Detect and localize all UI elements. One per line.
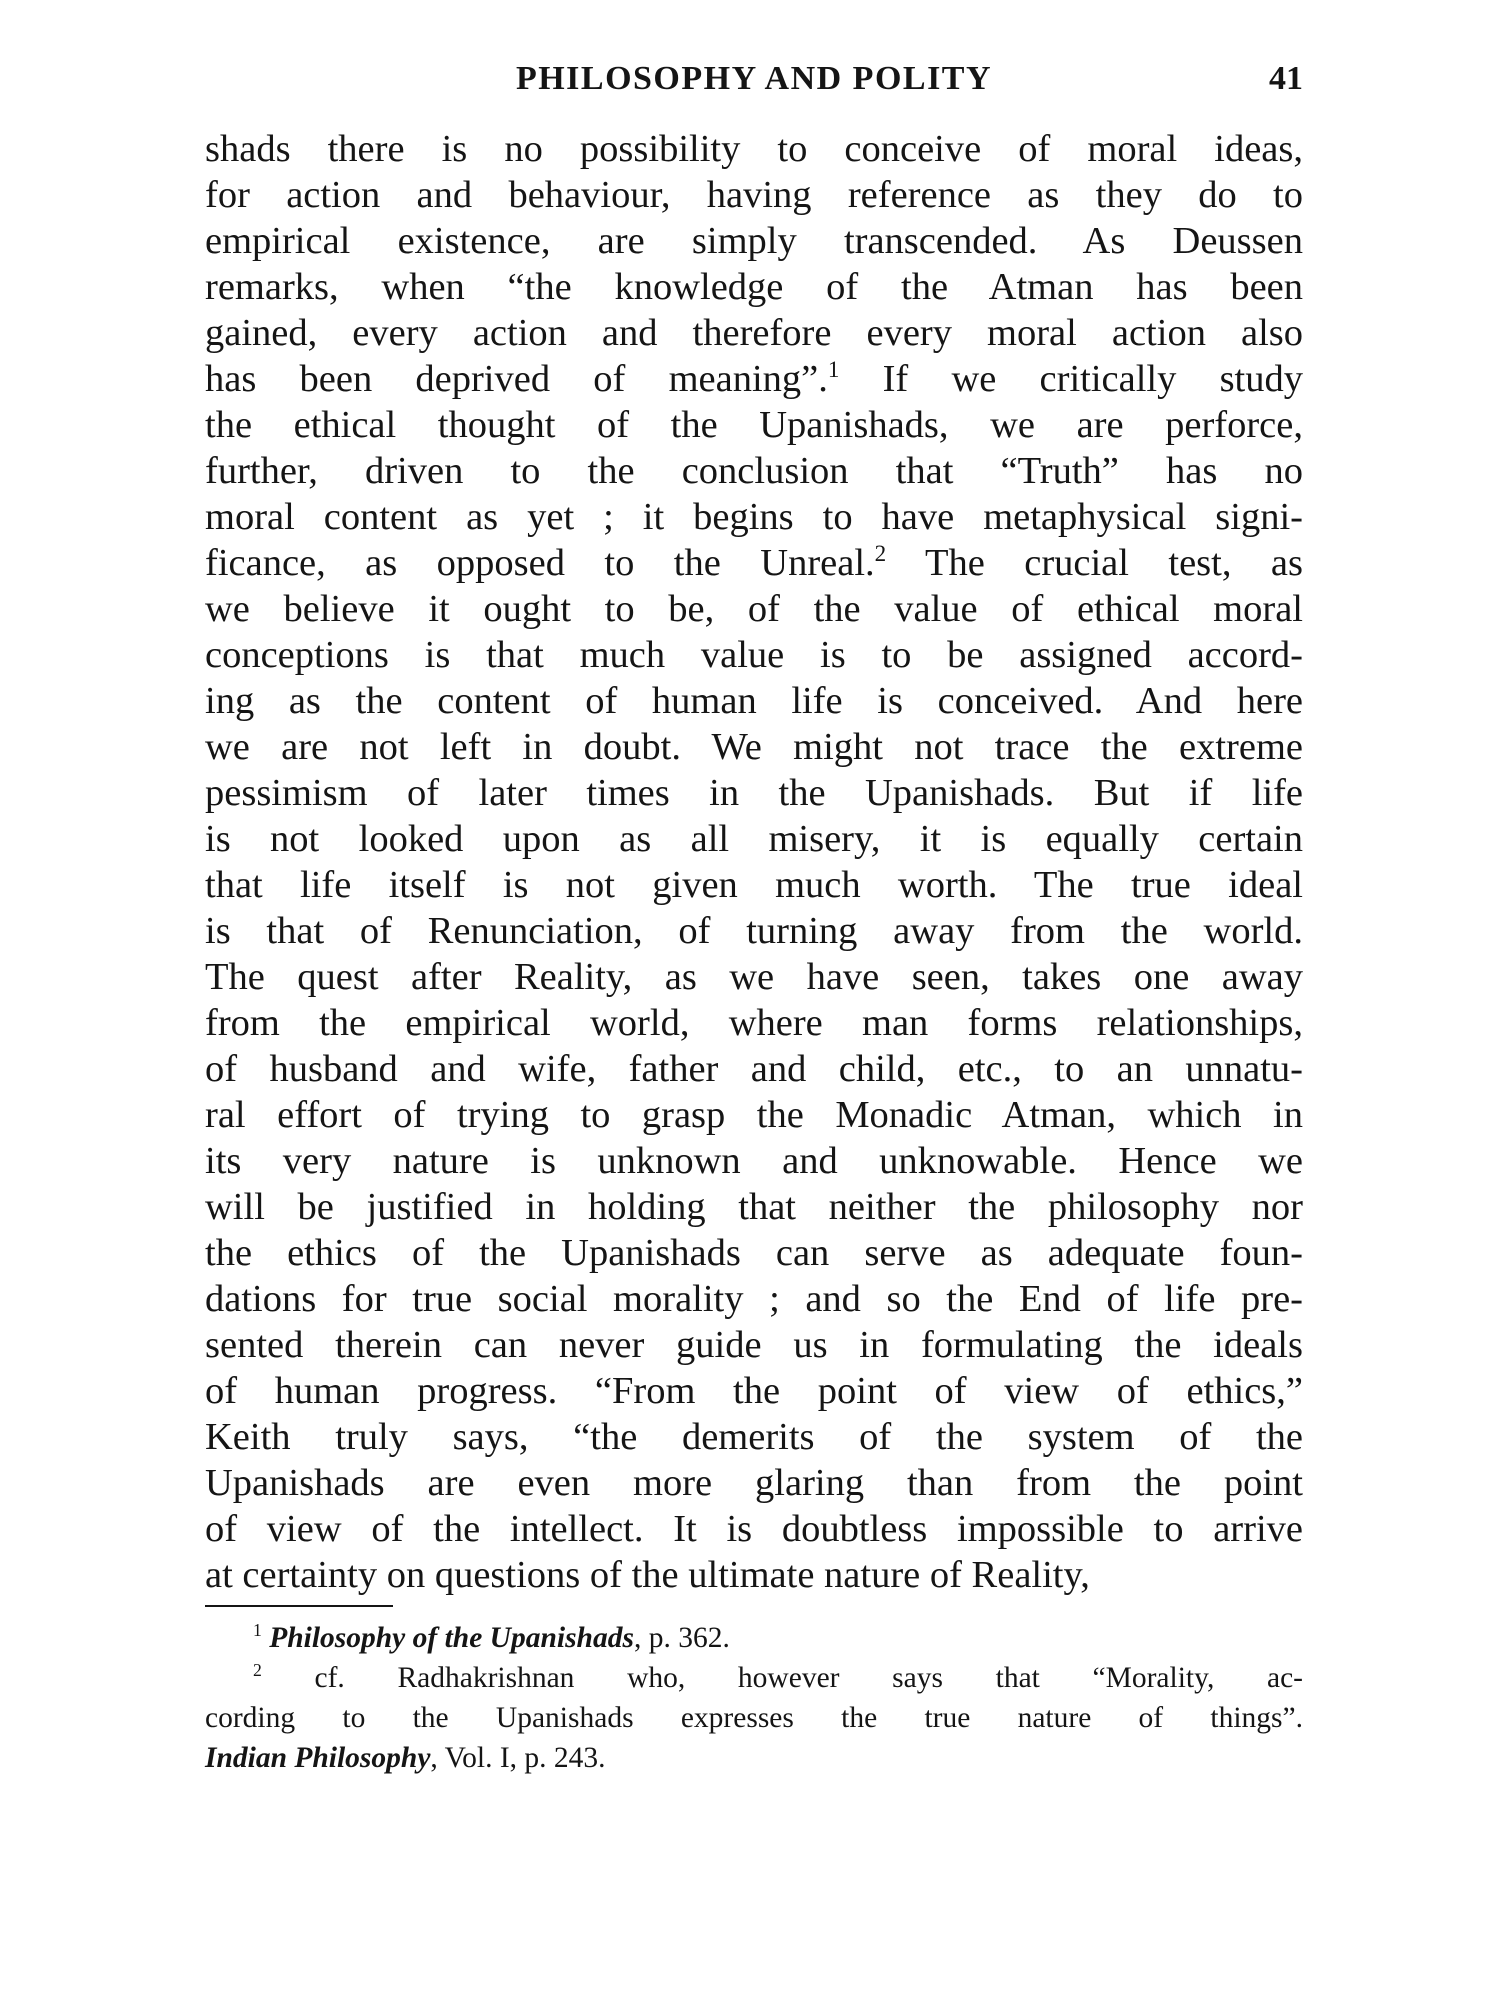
text-segment: If we critically study: [882, 358, 1303, 400]
page-number: 41: [1269, 60, 1303, 97]
cited-title: Philosophy of the Upanishads: [269, 1622, 634, 1654]
text-line: Keith truly says, “the demerits of the system of the: [205, 1416, 1303, 1458]
footnote-ref-2: 2: [874, 540, 887, 567]
footnote-1: [205, 1618, 1303, 1658]
text-line: remarks, when “the knowledge of the Atman has been: [205, 266, 1303, 308]
text-line: the ethical thought of the Upanishads, we are perforce,: [205, 404, 1303, 446]
text-line: gained, every action and therefore every moral action also: [205, 312, 1303, 354]
text-line: for action and behaviour, having reference as they do to: [205, 174, 1303, 216]
text-line: pessimism of later times in the Upanishads. But if life: [205, 772, 1303, 814]
text-line: of view of the intellect. It is doubtless impossible to arrive: [205, 1508, 1303, 1550]
footnotes: [205, 1618, 1303, 1778]
footnote-text: cf. Radhakrishnan who, however says that “Morality, ac-: [314, 1662, 1303, 1694]
footnote-marker: 1: [253, 1620, 262, 1641]
text-line: from the empirical world, where man forms relationships,: [205, 1002, 1303, 1044]
text-line: ral effort of trying to grasp the Monadic Atman, which in: [205, 1094, 1303, 1136]
text-line: [205, 540, 1303, 586]
text-line: Upanishads are even more glaring than from the point: [205, 1462, 1303, 1504]
text-line: the ethics of the Upanishads can serve as adequate foun-: [205, 1232, 1303, 1274]
citation-detail: , p. 362.: [633, 1622, 730, 1654]
text-line: at certainty on questions of the ultimate nature of Reality,: [205, 1554, 1090, 1596]
text-line: ing as the content of human life is conceived. And here: [205, 680, 1303, 722]
text-line: moral content as yet ; it begins to have metaphysical signi-: [205, 496, 1303, 538]
text-line: The quest after Reality, as we have seen, takes one away: [205, 956, 1303, 998]
text-line: of husband and wife, father and child, etc., to an unnatu-: [205, 1048, 1303, 1090]
text-segment: ficance, as opposed to the Unreal.: [205, 542, 875, 584]
text-line: its very nature is unknown and unknowable. Hence we: [205, 1140, 1303, 1182]
text-line: that life itself is not given much worth. The true ideal: [205, 864, 1303, 906]
cited-title: Indian Philosophy: [205, 1742, 431, 1774]
text-line: we are not left in doubt. We might not trace the extreme: [205, 726, 1303, 768]
citation-detail: , Vol. I, p. 243.: [430, 1742, 606, 1774]
text-segment: The crucial test, as: [924, 542, 1303, 584]
footnote-2-continued: cording to the Upanishads expresses the true nature of things”.: [205, 1702, 1303, 1734]
text-line: shads there is no possibility to conceive of moral ideas,: [205, 128, 1303, 170]
text-line: [205, 356, 1303, 402]
running-title: PHILOSOPHY AND POLITY: [515, 60, 993, 97]
footnote-2: [205, 1658, 1303, 1698]
footnote-divider: [205, 1605, 393, 1607]
text-line: is that of Renunciation, of turning away from the world.: [205, 910, 1303, 952]
footnote-ref-1: 1: [827, 356, 840, 383]
text-line: will be justified in holding that neither the philosophy nor: [205, 1186, 1303, 1228]
text-line: dations for true social morality ; and so the End of life pre-: [205, 1278, 1303, 1320]
text-line: sented therein can never guide us in formulating the ideals: [205, 1324, 1303, 1366]
text-line: conceptions is that much value is to be assigned accord-: [205, 634, 1303, 676]
running-head: [205, 60, 1303, 106]
text-line: is not looked upon as all misery, it is equally certain: [205, 818, 1303, 860]
body-text: [205, 126, 1303, 1598]
footnote-2-citation: [205, 1738, 1303, 1778]
text-line: of human progress. “From the point of view of ethics,”: [205, 1370, 1303, 1412]
text-line: further, driven to the conclusion that “Truth” has no: [205, 450, 1303, 492]
text-line: empirical existence, are simply transcended. As Deussen: [205, 220, 1303, 262]
text-line: we believe it ought to be, of the value of ethical moral: [205, 588, 1303, 630]
footnote-marker: 2: [253, 1660, 262, 1681]
text-segment: has been deprived of meaning”.: [205, 358, 828, 400]
